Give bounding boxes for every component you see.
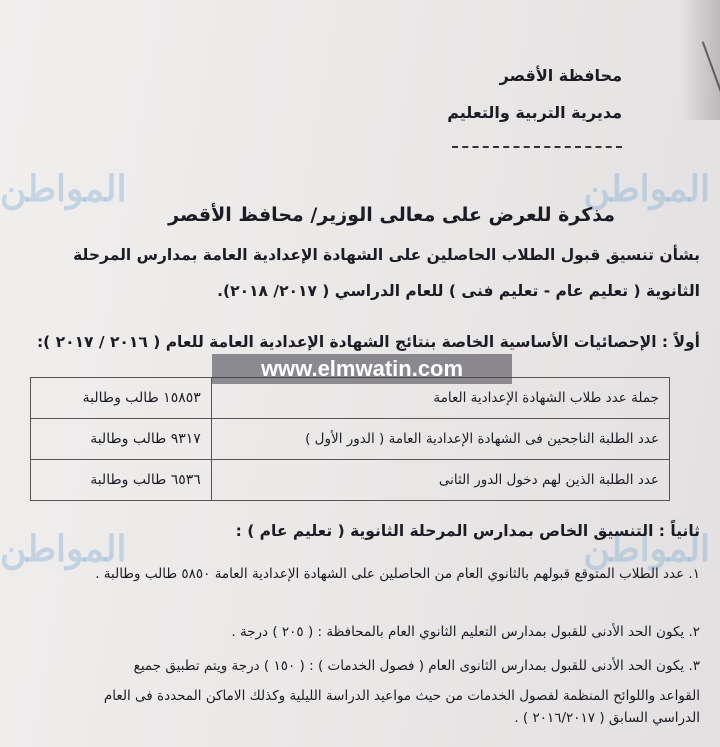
watermark-brand-left: المواطن bbox=[0, 168, 127, 209]
subject-line-2: الثانوية ( تعليم عام - تعليم فنى ) للعام الدراسي ( ٢٠١٧/ ٢٠١٨). bbox=[217, 282, 700, 300]
governorate-heading: محافظة الأقصر bbox=[499, 66, 622, 85]
statistics-table bbox=[30, 377, 670, 501]
table-cell-value: ١٥٨٥٣ طالب وطالبة bbox=[31, 378, 212, 419]
section-first-heading: أولاً : الإحصائيات الأساسية الخاصة بنتائج الشهادة الإعدادية العامة للعام ( ٢٠١٦ / ٢٠١٧ ): bbox=[36, 333, 700, 351]
watermark-brand-left-lower: المواطن bbox=[0, 528, 127, 569]
watermark-brand-right-lower: المواطن bbox=[583, 528, 710, 569]
subject-line-1: بشأن تنسيق قبول الطلاب الحاصلين على الشهادة الإعدادية العامة بمدارس المرحلة bbox=[73, 246, 700, 264]
table-cell-label: جملة عدد طلاب الشهادة الإعدادية العامة bbox=[211, 378, 669, 419]
table-row bbox=[31, 460, 670, 501]
table-cell-value: ٩٣١٧ طالب وطالبة bbox=[31, 419, 212, 460]
watermark-site-url: www.elmwatin.com bbox=[212, 354, 512, 384]
directorate-heading: مديرية التربية والتعليم bbox=[447, 103, 622, 122]
list-item-1: ١. عدد الطلاب المتوقع قبولهم بالثانوي العام من الحاصلين على الشهادة الإعدادية العامة ٥٨٥٠ طالب وطالبة . bbox=[95, 566, 700, 582]
table-cell-label: عدد الطلبة الناجحين فى الشهادة الإعدادية العامة ( الدور الأول ) bbox=[211, 419, 669, 460]
section-second-heading: ثانياً : التنسيق الخاص بمدارس المرحلة الثانوية ( تعليم عام ) : bbox=[235, 522, 700, 540]
table-row bbox=[31, 419, 670, 460]
table-cell-label: عدد الطلبة الذين لهم دخول الدور الثانى bbox=[211, 460, 669, 501]
watermark-brand-right: المواطن bbox=[583, 168, 710, 209]
header-divider bbox=[452, 146, 622, 148]
list-item-3-end: الدراسي السابق ( ٢٠١٦/٢٠١٧ ) . bbox=[514, 710, 700, 726]
list-item-3-continued: القواعد واللوائح المنظمة لفصول الخدمات من حيث مواعيد الدراسة الليلية وكذلك الاماكن المحددة فى العام bbox=[103, 688, 700, 704]
list-item-2: ٢. يكون الحد الأدنى للقبول بمدارس التعليم الثانوي العام بالمحافظة : ( ٢٠٥ ) درجة . bbox=[231, 624, 700, 640]
list-item-3: ٣. يكون الحد الأدنى للقبول بمدارس الثانوى العام ( فصول الخدمات ) : ( ١٥٠ ) درجة ويتم تطبيق جميع bbox=[133, 658, 700, 674]
page-fold-shadow bbox=[680, 0, 720, 120]
table-cell-value: ٦٥٣٦ طالب وطالبة bbox=[31, 460, 212, 501]
memo-title: مذكرة للعرض على معالى الوزير/ محافظ الأقصر bbox=[168, 204, 615, 226]
